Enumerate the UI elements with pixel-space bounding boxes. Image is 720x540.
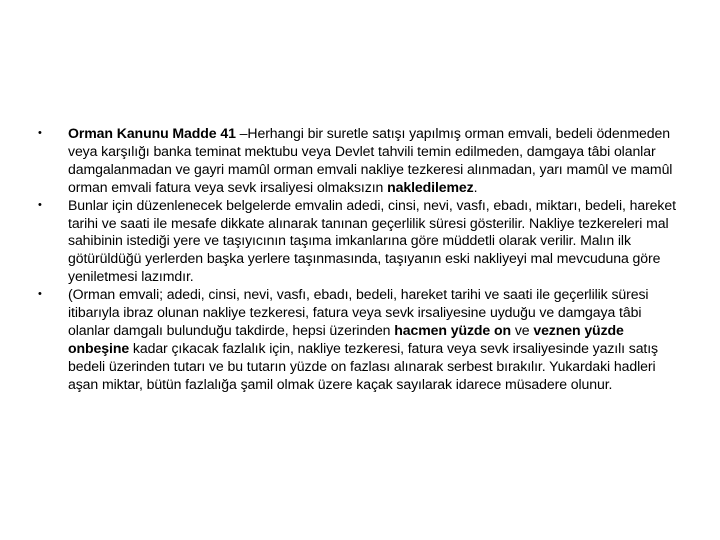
law-reference: Orman Kanunu Madde 41 [68, 125, 236, 141]
text-segment: . [473, 178, 478, 195]
emphasis-veznen: veznen yüzde onbeşine [68, 321, 624, 356]
bullet-item-fazlalik [40, 286, 680, 393]
bullet-list [40, 125, 680, 394]
bullet-dot-icon: • [38, 288, 42, 301]
bullet-text: Bunlar için düzenlenecek belgelerde emvalin adedi, cinsi, nevi, vasfı, ebadı, miktarı, bedeli, hareket tarihi ve saati ile mesafe dikkate alınarak tanınan geçerlilik süresi gösterilir. Nakliye tezkereleri mal sahibinin istediği yere ve taşıyıcının taşıma imkanlarına göre müddetli olarak verilir. Malın ilk götürüldüğü yerlerden başka yerlere taşınmasında, taşıyanın eski nakliyeyi mal mevcuduna göre yeniletmesi lazımdır. [68, 196, 676, 285]
emphasis-hacmen: hacmen yüzde on [394, 321, 511, 338]
text-segment: (Orman emvali; adedi, cinsi, nevi, vasfı, ebadı, bedeli, hareket tarihi ve saati ile geçerlilik süresi itibarıyla ibraz olunan nakliye tezkeresi, fatura veya sevk irsaliyesine uyduğu ve damgaya tâbi olanlar damgalı bulunduğu takdirde, hepsi üzerinden [68, 286, 649, 338]
text-segment: ve [511, 321, 534, 338]
bullet-text [68, 286, 658, 392]
bullet-dot-icon: • [38, 127, 42, 139]
bullet-item-madde-41 [40, 125, 680, 197]
bullet-dot-icon: • [38, 198, 42, 211]
emphasis-nakledilemez: nakledilemez [387, 178, 474, 195]
text-segment: –Herhangi bir suretle satışı yapılmış orman emvali, bedeli ödenmeden veya karşılığı banka teminat mektubu veya Devlet tahvili temin edilmeden, damgaya tâbi olanlar damgalanmadan ve gayri mamûl orman emvali nakliye tezkeresi alınmadan, yarı mamûl ve mamûl orman emvali fatura veya sevk irsaliyesi olmaksızın [68, 125, 673, 195]
text-segment: kadar çıkacak fazlalık için, nakliye tezkeresi, fatura veya sevk irsaliyesinde yazılı satış bedeli üzerinden tutarı ve bu tutarın yüzde on fazlası alınarak serbest bırakılır. Yukardaki hadleri aşan miktar, bütün fazlalığa şamil olmak üzere kaçak sayılarak idarece müsadere olunur. [68, 339, 659, 392]
bullet-text [68, 125, 672, 195]
bullet-item-belgeler [40, 197, 680, 287]
